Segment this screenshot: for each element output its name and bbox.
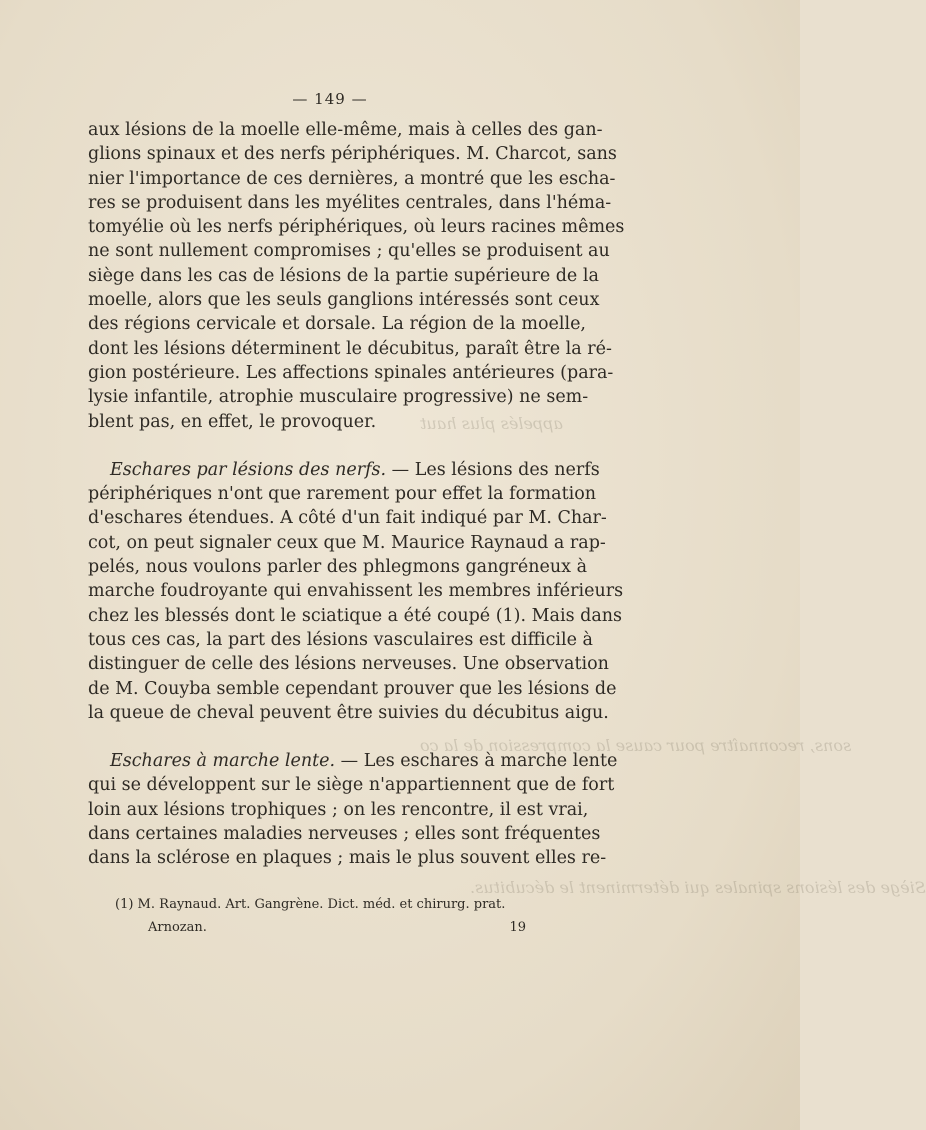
text-line: aux lésions de la moelle elle-même, mais à celles des gan- xyxy=(88,120,603,140)
text-line: gion postérieure. Les affections spinales antérieures (para- xyxy=(88,362,614,383)
text-line: tous ces cas, la part des lésions vasculaires est difficile à xyxy=(88,629,593,650)
paragraph xyxy=(88,749,618,870)
bleed-through-text: Siège des lésions spinales qui déterminent le décubitus. xyxy=(470,878,926,897)
text-line: dont les lésions déterminent le décubitus, paraît être la ré- xyxy=(88,338,612,359)
text-line: marche foudroyante qui envahissent les membres inférieurs xyxy=(88,581,624,602)
text-line: dans certaines maladies nerveuses ; elles sont fréquentes xyxy=(88,824,601,845)
text-line: tomyélie où les nerfs périphériques, où leurs racines mêmes xyxy=(88,217,625,238)
bleed-through-text: appelés plus haut xyxy=(420,414,563,433)
text-line: ne sont nullement compromises ; qu'elles se produisent au xyxy=(88,241,610,262)
text-line: nier l'importance de ces dernières, a montré que les escha- xyxy=(88,168,616,189)
bleed-through-text: sons, reconnaître pour cause la compression de la co xyxy=(420,736,852,755)
text-span: — Les eschares à marche lente xyxy=(335,751,618,772)
text-span: — Les lésions des nerfs xyxy=(386,459,600,480)
text-line: siège dans les cas de lésions de la partie supérieure de la xyxy=(88,265,599,286)
text-line: lysie infantile, atrophie musculaire progressive) ne sem- xyxy=(88,387,589,408)
signature-author: Arnozan. xyxy=(148,920,207,935)
paragraph xyxy=(88,118,625,434)
paragraph xyxy=(88,458,624,725)
text-line: glions spinaux et des nerfs périphériques. M. Charcot, sans xyxy=(88,144,617,165)
signature-sheet-number: 19 xyxy=(509,920,526,935)
section-heading: Eschares par lésions des nerfs. xyxy=(110,459,387,480)
text-line xyxy=(88,749,618,773)
text-line: loin aux lésions trophiques ; on les rencontre, il est vrai, xyxy=(88,799,589,820)
body-text xyxy=(88,118,625,871)
text-line: d'eschares étendues. A côté d'un fait indiqué par M. Char- xyxy=(88,508,607,529)
text-line: res se produisent dans les myélites centrales, dans l'héma- xyxy=(88,192,612,213)
text-line: cot, on peut signaler ceux que M. Maurice Raynaud a rap- xyxy=(88,532,606,553)
text-line: pelés, nous voulons parler des phlegmons gangréneux à xyxy=(88,557,588,578)
page-number: — 149 — xyxy=(292,90,368,108)
text-line: de M. Couyba semble cependant prouver que les lésions de xyxy=(88,678,617,699)
text-line: blent pas, en effet, le provoquer. xyxy=(88,411,377,432)
text-line: périphériques n'ont que rarement pour effet la formation xyxy=(88,484,597,505)
text-line xyxy=(88,458,600,482)
text-line: des régions cervicale et dorsale. La région de la moelle, xyxy=(88,314,586,335)
text-line: distinguer de celle des lésions nerveuses. Une observation xyxy=(88,654,609,675)
printer-signature xyxy=(148,920,526,935)
section-heading: Eschares à marche lente. xyxy=(110,751,336,772)
text-line: dans la sclérose en plaques ; mais le plus souvent elles re- xyxy=(88,848,607,869)
text-line: chez les blessés dont le sciatique a été coupé (1). Mais dans xyxy=(88,605,623,626)
text-line: qui se développent sur le siège n'appartiennent que de fort xyxy=(88,775,615,796)
text-line: moelle, alors que les seuls ganglions intéressés sont ceux xyxy=(88,290,600,311)
footnote: (1) M. Raynaud. Art. Gangrène. Dict. méd. et chirurg. prat. xyxy=(115,897,506,912)
text-line: la queue de cheval peuvent être suivies du décubitus aigu. xyxy=(88,702,609,723)
